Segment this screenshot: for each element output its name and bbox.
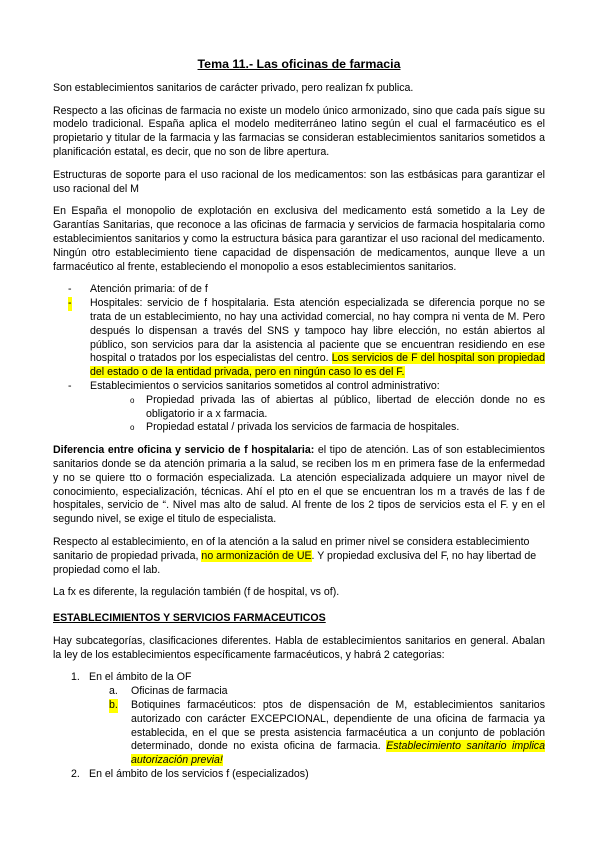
circle-bullet-icon: o xyxy=(130,423,135,433)
numbered-list xyxy=(53,671,545,781)
list-item: 1. En el ámbito de la OF a. Oficinas de farmacia b. Botiquines farmacéuticos: ptos de dispensación de M, establecimientos sanitarios autorizado con carácter EXCEPCIONAL, dependiente de una oficina de farmacia ya establecida, en el que se presta asistencia farmacéutica a un conjunto de población determinado, donde no exista oficina de farmacia. Establecimiento sanitario implica autorización previa! xyxy=(71,671,545,767)
sub-list xyxy=(90,394,545,435)
paragraph-subcategories: Hay subcategorías, clasificaciones diferentes. Habla de establecimientos sanitarios en general. Abalan la ley de los establecimientos específicamente farmacéuticos, y habrá 2 categorias: xyxy=(53,634,545,661)
list-item: a. Oficinas de farmacia xyxy=(109,685,228,698)
bullet-list xyxy=(53,283,545,435)
highlighted-text: Establecimiento sanitario implica autorización previa! xyxy=(131,740,545,767)
lettered-list xyxy=(89,685,545,768)
paragraph-difference: Diferencia entre oficina y servicio de f hospitalaria: el tipo de atención. Las of son establecimientos sanitarios donde se da atención primaria a la salud, se reciben los m en primera fase de la enfermedad y no se quiere tto o formación especializada. La atención especializada adquiere un mayor nivel de conocimiento, especialización, técnicas. Ahí el pto en el que se encuentran los m a través de las f de hospitales, servicio de “. Nivel mas alto de salud. Al frente de los 2 tipos de servicios esta el F. y en el segundo nivel, se exige el titulo de especialista. xyxy=(53,444,545,526)
bold-lead: Diferencia entre oficina y servicio de f hospitalaria: xyxy=(53,444,315,457)
paragraph-regulation: La fx es diferente, la regulación también (f de hospital, vs of). xyxy=(53,586,340,599)
sub-list-item: o Propiedad estatal / privada los servicios de farmacia de hospitales. xyxy=(130,421,460,434)
circle-bullet-icon: o xyxy=(130,395,135,405)
paragraph-model: Respecto a las oficinas de farmacia no existe un modelo único armonizado, sino que cada país sigue su modelo tradicional. España aplica el modelo mediterráneo latino según el cual el farmacéutico es el propietario y titular de la farmacia y las farmacias se consideran establecimientos sanitarios sometidos a planificación estatal, es decir, que no son de libre apertura. xyxy=(53,104,545,158)
paragraph-establishment: Respecto al establecimiento, en of la atención a la salud en primer nivel se considera establecimiento sanitario de propiedad privada, no armonización de UE. Y propiedad exclusiva del F, no hay libertad de propiedad como el lab. xyxy=(53,535,537,576)
sub-list-item: o Propiedad privada las of abiertas al público, libertad de elección donde no es obligatorio ir a x farmacia. xyxy=(130,393,545,420)
page-title: Tema 11.- Las oficinas de farmacia xyxy=(197,57,401,71)
bullet-text: Hospitales: servicio de f hospitalaria. Esta atención especializada se diferencia porque no se trata de un establecimiento, no hay una actividad comercial, no hay compra ni venta de M. Pero después lo dispensan a través del SNS y tampoco hay libre elección, no están abiertos al público, son servicios para dar la asistencia al paciente que se encuentran residiendo en ese hospital o tratados por los especialistas del centro. xyxy=(90,297,545,365)
paragraph-monopoly: En España el monopolio de explotación en exclusiva del medicamento está sometido a la Ley de Garantías Sanitarias, que reconoce a las oficinas de farmacia y servicios de farmacia hospitalaria como establecimientos sanitarios y como la estructura básica para garantizar el uso racional del medicamento. Ningún otro establecimiento tiene capacidad de dispensación de medicamentos, aunque lleve a un farmacéutico al frente, estableciendo el monopolio a esos establecimientos sanitarios. xyxy=(53,205,545,273)
dash-marker: - xyxy=(68,297,72,310)
document-page xyxy=(53,58,545,782)
list-item xyxy=(53,297,545,380)
highlighted-text: no armonización de UE xyxy=(201,549,312,562)
list-item: - Establecimientos o servicios sanitarios sometidos al control administrativo: o Propiedad privada las of abiertas al público, libertad de elección donde no es obligatorio ir a x farmacia. o Propiedad estatal / privada los servicios de farmacia de hospitales. xyxy=(68,379,545,434)
list-item: 2. En el ámbito de los servicios f (especializados) xyxy=(71,768,309,781)
list-item: - Atención primaria: of de f xyxy=(68,283,208,296)
list-item: b. Botiquines farmacéuticos: ptos de dispensación de M, establecimientos sanitarios autorizado con carácter EXCEPCIONAL, dependiente de una oficina de farmacia ya establecida, en el que se presta asistencia farmacéutica a un conjunto de población determinado, donde no exista oficina de farmacia. Establecimiento sanitario implica autorización previa! xyxy=(109,699,545,767)
paragraph-structures: Estructuras de soporte para el uso racional de los medicamentos: son las estbásicas para garantizar el uso racional del M xyxy=(53,168,545,195)
highlighted-text: Los servicios de F del hospital son propiedad del estado o de la entidad privada, pero en ningún caso lo es del F. xyxy=(90,352,545,379)
dash-marker: - xyxy=(68,379,72,392)
dash-marker: - xyxy=(68,283,72,296)
paragraph-intro: Son establecimientos sanitarios de carácter privado, pero realizan fx publica. xyxy=(53,81,414,94)
section-heading: ESTABLECIMIENTOS Y SERVICIOS FARMACEUTICOS xyxy=(53,612,326,625)
